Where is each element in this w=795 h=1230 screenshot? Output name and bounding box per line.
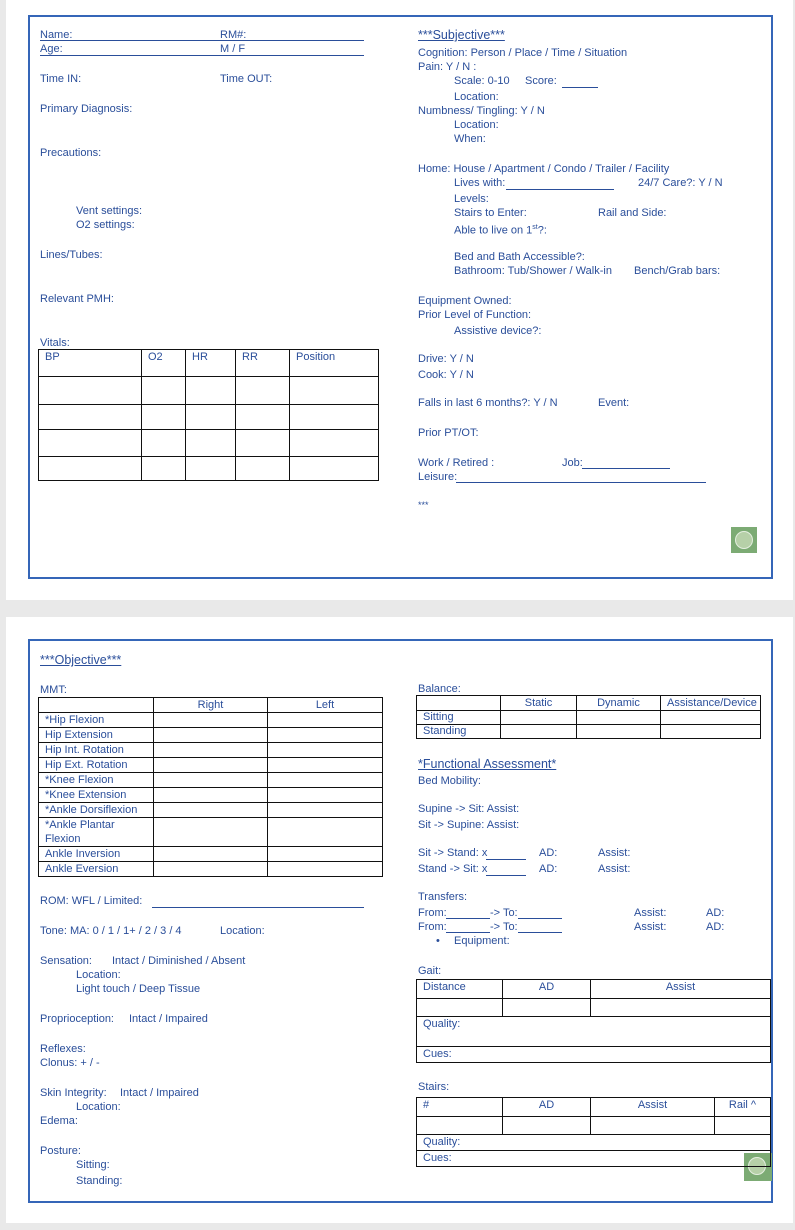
gait-row (417, 999, 771, 1017)
balance-cell[interactable] (661, 711, 761, 725)
transfer-from-blank-2[interactable] (446, 932, 490, 933)
functional-assessment-title: *Functional Assessment* (418, 757, 557, 771)
mmt-cell-right[interactable] (154, 758, 268, 773)
mmt-row (39, 713, 383, 728)
light-touch-options: Light touch / Deep Tissue (76, 983, 201, 995)
skin-integrity-label: Skin Integrity: (40, 1087, 107, 1099)
transfer-to-blank[interactable] (518, 918, 562, 919)
pain-scale: Scale: 0-10 (454, 75, 510, 87)
mmt-cell-right[interactable] (154, 788, 268, 803)
mmt-row (39, 818, 383, 847)
drive-line: Drive: Y / N (418, 353, 474, 365)
mmt-cell-right[interactable] (154, 862, 268, 877)
vitals-cell[interactable] (39, 405, 142, 430)
vitals-cell[interactable] (186, 405, 236, 430)
page-1 (6, 0, 793, 600)
primary-diagnosis-label: Primary Diagnosis: (40, 103, 133, 115)
able-live-suffix: ?: (537, 224, 547, 237)
mmt-row (39, 743, 383, 758)
sensation-options: Intact / Diminished / Absent (112, 955, 246, 967)
stand-sit-ad: AD: (539, 863, 558, 875)
vitals-cell[interactable] (290, 377, 379, 405)
lines-tubes-label: Lines/Tubes: (40, 249, 103, 261)
vitals-cell[interactable] (142, 430, 186, 457)
stairs-header-assist: Assist (591, 1098, 715, 1117)
bullet-icon: • (436, 935, 440, 947)
sit-supine-line: Sit -> Supine: Assist: (418, 819, 520, 831)
vitals-cell[interactable] (39, 377, 142, 405)
transfer-to-label: -> To: (490, 907, 518, 919)
vitals-header-o2: O2 (142, 350, 186, 377)
mmt-cell-right[interactable] (154, 713, 268, 728)
vitals-cell[interactable] (290, 430, 379, 457)
stairs-header-rail: Rail ^ (715, 1098, 771, 1117)
mmt-cell-left[interactable] (268, 847, 383, 862)
balance-row-label: Sitting (417, 711, 501, 725)
vitals-cell[interactable] (236, 457, 290, 481)
able-live-superscript: st (532, 224, 538, 231)
stairs-cell[interactable] (417, 1117, 503, 1135)
vitals-cell[interactable] (39, 457, 142, 481)
rom-label: ROM: WFL / Limited: (40, 895, 143, 907)
balance-cell[interactable] (661, 725, 761, 739)
vitals-header-hr: HR (186, 350, 236, 377)
vitals-cell[interactable] (142, 377, 186, 405)
vitals-header-bp: BP (39, 350, 142, 377)
balance-header-blank (417, 696, 501, 711)
vitals-label: Vitals: (40, 337, 70, 349)
mmt-header-left: Left (268, 698, 383, 713)
assistive-device-label: Assistive device?: (454, 325, 542, 337)
mmt-cell-left[interactable] (268, 773, 383, 788)
mmt-cell-right[interactable] (154, 847, 268, 862)
balance-label: Balance: (418, 683, 461, 695)
rail-side-label: Rail and Side: (598, 207, 667, 219)
prior-function-label: Prior Level of Function: (418, 309, 532, 321)
balance-cell[interactable] (577, 711, 661, 725)
edema-label: Edema: (40, 1115, 78, 1127)
mmt-cell-left[interactable] (268, 803, 383, 818)
mmt-cell-left[interactable] (268, 788, 383, 803)
mmt-cell-left[interactable] (268, 728, 383, 743)
pain-location: Location: (454, 91, 499, 103)
mmt-cell-right[interactable] (154, 818, 268, 847)
stand-sit-assist: Assist: (598, 863, 631, 875)
transfer-from-label: From: (418, 907, 447, 919)
mmt-cell-left[interactable] (268, 758, 383, 773)
vitals-cell[interactable] (290, 405, 379, 430)
stairs-enter-label: Stairs to Enter: (454, 207, 527, 219)
leisure-label: Leisure: (418, 471, 458, 483)
mmt-muscle: *Ankle Plantar Flexion (39, 818, 154, 847)
balance-row (417, 725, 761, 739)
mmt-cell-right[interactable] (154, 773, 268, 788)
posture-standing: Standing: (76, 1175, 123, 1187)
able-live-first-floor (454, 221, 547, 238)
vitals-row (39, 430, 379, 457)
sit-stand-label: Sit -> Stand: x (418, 847, 488, 859)
balance-header-assistance: Assistance/Device (661, 696, 761, 711)
vent-settings-label: Vent settings: (76, 205, 143, 217)
transfer-assist-2: Assist: (634, 921, 667, 933)
vitals-cell[interactable] (142, 405, 186, 430)
transfer-from-label-2: From: (418, 921, 447, 933)
mmt-muscle: *Knee Extension (39, 788, 154, 803)
posture-sitting: Sitting: (76, 1159, 110, 1171)
stairs-cell[interactable] (715, 1117, 771, 1135)
o2-settings-label: O2 settings: (76, 219, 135, 231)
vitals-cell[interactable] (290, 457, 379, 481)
supine-sit-line: Supine -> Sit: Assist: (418, 803, 520, 815)
stairs-header-number: # (417, 1098, 503, 1117)
balance-cell[interactable] (501, 711, 577, 725)
sit-stand-ad: AD: (539, 847, 558, 859)
numbness-location: Location: (454, 119, 499, 131)
gait-cell[interactable] (417, 999, 503, 1017)
rm-label: RM#: (220, 29, 247, 41)
cognition-line: Cognition: Person / Place / Time / Situation (418, 47, 628, 59)
gait-label: Gait: (418, 965, 442, 977)
vitals-cell[interactable] (236, 430, 290, 457)
gait-cell[interactable] (503, 999, 591, 1017)
transfer-from-blank[interactable] (446, 918, 490, 919)
skin-location: Location: (76, 1101, 121, 1113)
precautions-label: Precautions: (40, 147, 102, 159)
transfer-ad-2: AD: (706, 921, 725, 933)
stairs-cues[interactable]: Cues: (417, 1151, 771, 1167)
mmt-muscle: Ankle Inversion (39, 847, 154, 862)
subjective-title: ***Subjective*** (418, 28, 505, 42)
stairs-quality[interactable]: Quality: (417, 1135, 771, 1151)
vitals-table (38, 349, 379, 481)
vitals-cell[interactable] (236, 377, 290, 405)
mmt-label: MMT: (40, 684, 67, 696)
mmt-muscle: Ankle Eversion (39, 862, 154, 877)
gait-header-assist: Assist (591, 980, 771, 999)
mmt-header-blank (39, 698, 154, 713)
work-retired-label: Work / Retired : (418, 457, 495, 469)
objective-title: ***Objective*** (40, 653, 122, 667)
balance-cell[interactable] (501, 725, 577, 739)
proprioception-label: Proprioception: (40, 1013, 114, 1025)
gait-header-distance: Distance (417, 980, 503, 999)
sit-stand-assist: Assist: (598, 847, 631, 859)
mmt-cell-left[interactable] (268, 743, 383, 758)
proprioception-options: Intact / Impaired (129, 1013, 208, 1025)
stairs-table (416, 1097, 771, 1167)
balance-cell[interactable] (577, 725, 661, 739)
sit-stand-blank[interactable] (486, 859, 526, 860)
mmt-muscle: Hip Ext. Rotation (39, 758, 154, 773)
transfer-assist: Assist: (634, 907, 667, 919)
vitals-row (39, 405, 379, 430)
mmt-row (39, 728, 383, 743)
vitals-cell[interactable] (142, 457, 186, 481)
equipment-label: Equipment: (454, 935, 510, 947)
time-out-label: Time OUT: (220, 73, 273, 85)
mmt-row (39, 847, 383, 862)
sensation-location: Location: (76, 969, 121, 981)
vitals-cell[interactable] (236, 405, 290, 430)
page-1-border (28, 15, 773, 579)
gait-quality[interactable]: Quality: (417, 1017, 771, 1047)
bench-grab-bars-label: Bench/Grab bars: (634, 265, 721, 277)
job-label: Job: (562, 457, 583, 469)
vitals-cell[interactable] (186, 430, 236, 457)
transfer-ad: AD: (706, 907, 725, 919)
levels-label: Levels: (454, 193, 489, 205)
stand-sit-blank[interactable] (486, 875, 526, 876)
numbness-line: Numbness/ Tingling: Y / N (418, 105, 545, 117)
mmt-cell-right[interactable] (154, 728, 268, 743)
page-2 (6, 617, 793, 1223)
home-line: Home: House / Apartment / Condo / Trailer / Facility (418, 163, 670, 175)
age-line[interactable] (40, 55, 364, 56)
vitals-row (39, 457, 379, 481)
bed-mobility-label: Bed Mobility: (418, 775, 481, 787)
pain-line: Pain: Y / N : (418, 61, 477, 73)
mmt-muscle: Hip Extension (39, 728, 154, 743)
job-blank[interactable] (582, 468, 670, 469)
leisure-blank[interactable] (456, 482, 706, 483)
mmt-row (39, 773, 383, 788)
equipment-owned-label: Equipment Owned: (418, 295, 512, 307)
vitals-cell[interactable] (186, 457, 236, 481)
mmt-muscle: Hip Int. Rotation (39, 743, 154, 758)
mmt-table (38, 697, 383, 877)
mmt-row (39, 758, 383, 773)
rom-blank[interactable] (152, 907, 364, 908)
sensation-label: Sensation: (40, 955, 92, 967)
tone-location: Location: (220, 925, 265, 937)
mmt-muscle: *Ankle Dorsiflexion (39, 803, 154, 818)
transfer-to-label-2: -> To: (490, 921, 518, 933)
balance-header-static: Static (501, 696, 577, 711)
age-label: Age: (40, 43, 63, 55)
sex-options[interactable]: M / F (220, 43, 246, 55)
stand-sit-label: Stand -> Sit: x (418, 863, 488, 875)
stairs-label: Stairs: (418, 1081, 450, 1093)
reflexes-label: Reflexes: (40, 1043, 86, 1055)
event-label: Event: (598, 397, 630, 409)
lives-with-blank[interactable] (506, 189, 614, 190)
balance-table (416, 695, 761, 739)
care-question: 24/7 Care?: Y / N (638, 177, 723, 189)
gait-header-ad: AD (503, 980, 591, 999)
time-in-label: Time IN: (40, 73, 82, 85)
mmt-header-right: Right (154, 698, 268, 713)
mmt-cell-left[interactable] (268, 818, 383, 847)
vitals-row (39, 377, 379, 405)
end-marker: *** (418, 500, 429, 510)
balance-row-label: Standing (417, 725, 501, 739)
mmt-row (39, 788, 383, 803)
mmt-muscle: *Hip Flexion (39, 713, 154, 728)
gait-table (416, 979, 771, 1063)
transfer-to-blank-2[interactable] (518, 932, 562, 933)
name-label: Name: (40, 29, 73, 41)
clinic-logo-icon (731, 527, 757, 553)
pain-score-label: Score: (525, 75, 557, 87)
gait-cues[interactable]: Cues: (417, 1047, 771, 1063)
pain-score-blank[interactable] (562, 87, 598, 88)
mmt-muscle: *Knee Flexion (39, 773, 154, 788)
mmt-cell-left[interactable] (268, 713, 383, 728)
skin-integrity-options: Intact / Impaired (120, 1087, 199, 1099)
stairs-header-ad: AD (503, 1098, 591, 1117)
bathroom-line: Bathroom: Tub/Shower / Walk-in (454, 265, 612, 277)
stairs-cell[interactable] (591, 1117, 715, 1135)
stairs-cell[interactable] (503, 1117, 591, 1135)
cook-line: Cook: Y / N (418, 369, 474, 381)
able-live-text: Able to live on 1 (454, 224, 533, 237)
mmt-cell-left[interactable] (268, 862, 383, 877)
balance-row (417, 711, 761, 725)
mmt-row (39, 862, 383, 877)
relevant-pmh-label: Relevant PMH: (40, 293, 114, 305)
vitals-cell[interactable] (39, 430, 142, 457)
vitals-header-position: Position (290, 350, 379, 377)
stairs-row (417, 1117, 771, 1135)
transfers-label: Transfers: (418, 891, 468, 903)
prior-ptot-label: Prior PT/OT: (418, 427, 479, 439)
bed-bath-label: Bed and Bath Accessible?: (454, 251, 585, 263)
gait-cell[interactable] (591, 999, 771, 1017)
lives-with-label: Lives with: (454, 177, 506, 189)
balance-header-dynamic: Dynamic (577, 696, 661, 711)
numbness-when: When: (454, 133, 486, 145)
mmt-cell-right[interactable] (154, 743, 268, 758)
falls-line: Falls in last 6 months?: Y / N (418, 397, 558, 409)
vitals-cell[interactable] (186, 377, 236, 405)
mmt-row (39, 803, 383, 818)
posture-label: Posture: (40, 1145, 81, 1157)
name-line[interactable] (40, 40, 364, 41)
mmt-cell-right[interactable] (154, 803, 268, 818)
tone-line: Tone: MA: 0 / 1 / 1+ / 2 / 3 / 4 (40, 925, 182, 937)
clonus-line: Clonus: + / - (40, 1057, 100, 1069)
vitals-header-rr: RR (236, 350, 290, 377)
